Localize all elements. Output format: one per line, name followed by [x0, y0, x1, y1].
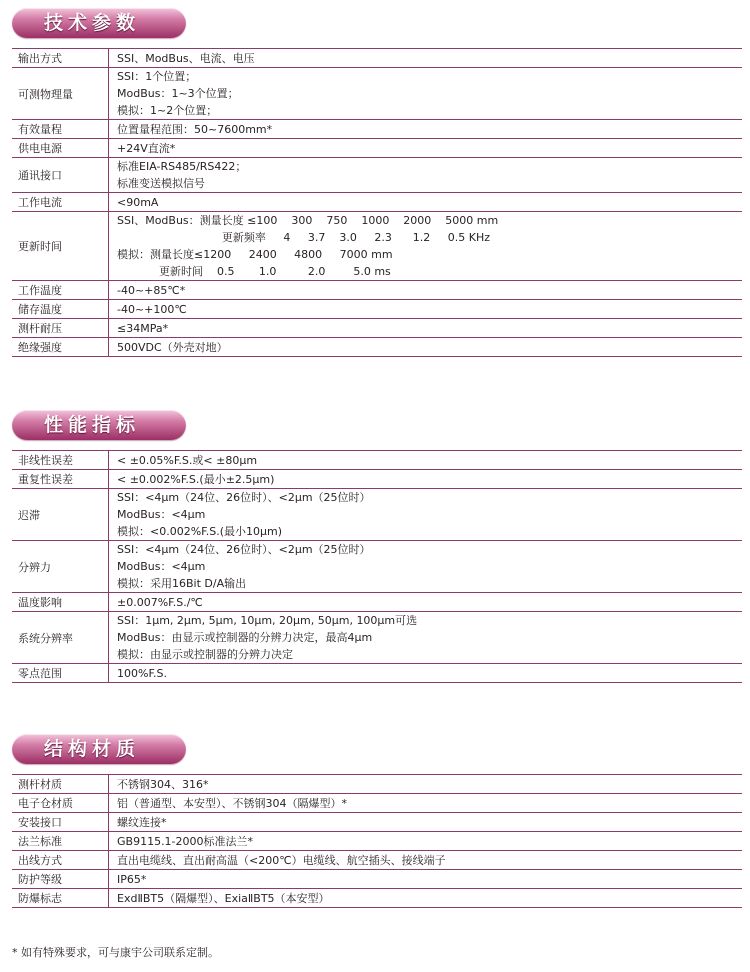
- row-label: 系统分辨率: [12, 612, 109, 664]
- row-label: 工作温度: [12, 281, 109, 300]
- table-row: [12, 68, 742, 120]
- value-line: 铝（普通型、本安型）、不锈钢304（隔爆型）*: [117, 796, 347, 810]
- value-line: IP65*: [117, 872, 147, 886]
- row-label: 电子仓材质: [12, 794, 109, 813]
- row-label: 测杆耐压: [12, 319, 109, 338]
- value-line: GB9115.1-2000标准法兰*: [117, 834, 254, 848]
- value-line: <90mA: [117, 195, 159, 209]
- row-label: 通讯接口: [12, 158, 109, 193]
- row-label: 测杆材质: [12, 775, 109, 794]
- row-label: 输出方式: [12, 49, 109, 68]
- value-line: 标准变送模拟信号: [117, 177, 205, 190]
- section-title: 性能指标: [43, 414, 140, 436]
- row-label: 防爆标志: [12, 889, 109, 908]
- value-line: 模拟：采用16Bit D/A输出: [117, 577, 247, 590]
- table-row: [12, 541, 742, 593]
- section-header: [12, 410, 186, 440]
- value-line: 更新时间 0.5 1.0 2.0 5.0 ms: [117, 265, 391, 278]
- value-line: ModBus：<4μm: [117, 560, 206, 573]
- row-label: 安装接口: [12, 813, 109, 832]
- value-line: 模拟：测量长度≤1200 2400 4800 7000 mm: [117, 248, 393, 261]
- value-line: -40~+100℃: [117, 302, 187, 316]
- row-value: [109, 281, 743, 300]
- row-value: [109, 212, 743, 281]
- value-line: SSI：1μm, 2μm, 5μm, 10μm, 20μm, 50μm, 100μm可选: [117, 614, 418, 627]
- row-value: [109, 68, 743, 120]
- value-line: 直出电缆线、直出耐高温（<200℃）电缆线、航空插头、接线端子: [117, 853, 446, 867]
- value-line: 更新频率 4 3.7 3.0 2.3 1.2 0.5 KHz: [117, 231, 491, 244]
- row-value: [109, 120, 743, 139]
- row-label: 温度影响: [12, 593, 109, 612]
- row-value: [109, 319, 743, 338]
- table-row: [12, 593, 742, 612]
- row-label: 零点范围: [12, 664, 109, 683]
- row-value: [109, 612, 743, 664]
- row-label: 法兰标准: [12, 832, 109, 851]
- row-value: [109, 193, 743, 212]
- table-row: [12, 120, 742, 139]
- table-row: [12, 193, 742, 212]
- value-line: SSI、ModBus、电流、电压: [117, 51, 255, 65]
- table-row: [12, 300, 742, 319]
- value-line: 位置量程范围：50~7600mm*: [117, 122, 273, 136]
- value-line: ExdⅡBT5（隔爆型）、ExiaⅡBT5（本安型）: [117, 891, 330, 905]
- value-line: ModBus：1~3个位置；: [117, 87, 239, 100]
- row-value: [109, 49, 743, 68]
- row-value: [109, 451, 743, 470]
- table-row: [12, 664, 742, 683]
- row-label: 绝缘强度: [12, 338, 109, 357]
- value-line: 模拟：由显示或控制器的分辨力决定: [117, 648, 293, 661]
- row-value: [109, 794, 743, 813]
- row-value: [109, 664, 743, 683]
- value-line: 500VDC（外壳对地）: [117, 340, 228, 354]
- value-line: ModBus：由显示或控制器的分辨力决定，最高4μm: [117, 631, 373, 644]
- table-row: [12, 870, 742, 889]
- table-row: [12, 612, 742, 664]
- section-structure-materials: [12, 734, 742, 908]
- value-line: SSI：1个位置；: [117, 70, 197, 83]
- row-label: 可测物理量: [12, 68, 109, 120]
- value-line: SSI、ModBus：测量长度 ≤100 300 750 1000 2000 5000 mm: [117, 214, 499, 227]
- row-label: 更新时间: [12, 212, 109, 281]
- row-value: [109, 851, 743, 870]
- row-value: [109, 870, 743, 889]
- row-value: [109, 489, 743, 541]
- row-value: [109, 775, 743, 794]
- spec-table: [12, 774, 742, 908]
- table-row: [12, 489, 742, 541]
- value-line: 模拟：1~2个位置；: [117, 104, 218, 117]
- table-row: [12, 281, 742, 300]
- value-line: 不锈钢304、316*: [117, 777, 209, 791]
- section-title: 技术参数: [43, 12, 140, 34]
- section-technical-parameters: [12, 8, 742, 357]
- table-row: [12, 775, 742, 794]
- table-row: [12, 851, 742, 870]
- table-row: [12, 158, 742, 193]
- value-line: SSI：<4μm（24位、26位时）、<2μm（25位时）: [117, 543, 371, 556]
- row-label: 出线方式: [12, 851, 109, 870]
- value-line: ±0.007%F.S./℃: [117, 595, 203, 609]
- section-header: [12, 734, 186, 764]
- row-label: 供电电源: [12, 139, 109, 158]
- spec-table: [12, 450, 742, 683]
- value-line: SSI：<4μm（24位、26位时）、<2μm（25位时）: [117, 491, 371, 504]
- row-value: [109, 139, 743, 158]
- value-line: 标准EIA-RS485/RS422；: [117, 160, 247, 173]
- row-label: 迟滞: [12, 489, 109, 541]
- row-value: [109, 158, 743, 193]
- value-line: < ±0.002%F.S.(最小±2.5μm): [117, 472, 275, 486]
- section-header: [12, 8, 186, 38]
- spec-table: [12, 48, 742, 357]
- table-row: [12, 451, 742, 470]
- value-line: 100%F.S.: [117, 666, 167, 680]
- row-value: [109, 813, 743, 832]
- section-performance-indicators: [12, 410, 742, 683]
- row-label: 防护等级: [12, 870, 109, 889]
- table-row: [12, 212, 742, 281]
- table-row: [12, 470, 742, 489]
- value-line: ModBus：<4μm: [117, 508, 206, 521]
- row-label: 储存温度: [12, 300, 109, 319]
- table-row: [12, 139, 742, 158]
- table-row: [12, 794, 742, 813]
- table-row: [12, 832, 742, 851]
- table-row: [12, 338, 742, 357]
- row-value: [109, 889, 743, 908]
- value-line: +24V直流*: [117, 141, 176, 155]
- row-value: [109, 593, 743, 612]
- row-value: [109, 470, 743, 489]
- row-label: 重复性误差: [12, 470, 109, 489]
- row-value: [109, 300, 743, 319]
- footnote: * 如有特殊要求，可与康宇公司联系定制。: [12, 946, 219, 959]
- row-label: 非线性误差: [12, 451, 109, 470]
- value-line: 模拟：<0.002%F.S.(最小10μm): [117, 525, 282, 538]
- row-label: 工作电流: [12, 193, 109, 212]
- value-line: ≤34MPa*: [117, 321, 169, 335]
- row-label: 有效量程: [12, 120, 109, 139]
- row-value: [109, 541, 743, 593]
- value-line: < ±0.05%F.S.或< ±80μm: [117, 453, 258, 467]
- table-row: [12, 813, 742, 832]
- table-row: [12, 889, 742, 908]
- row-value: [109, 338, 743, 357]
- value-line: 螺纹连接*: [117, 815, 167, 829]
- row-label: 分辨力: [12, 541, 109, 593]
- row-value: [109, 832, 743, 851]
- table-row: [12, 319, 742, 338]
- value-line: -40~+85℃*: [117, 283, 186, 297]
- section-title: 结构材质: [43, 738, 140, 760]
- table-row: [12, 49, 742, 68]
